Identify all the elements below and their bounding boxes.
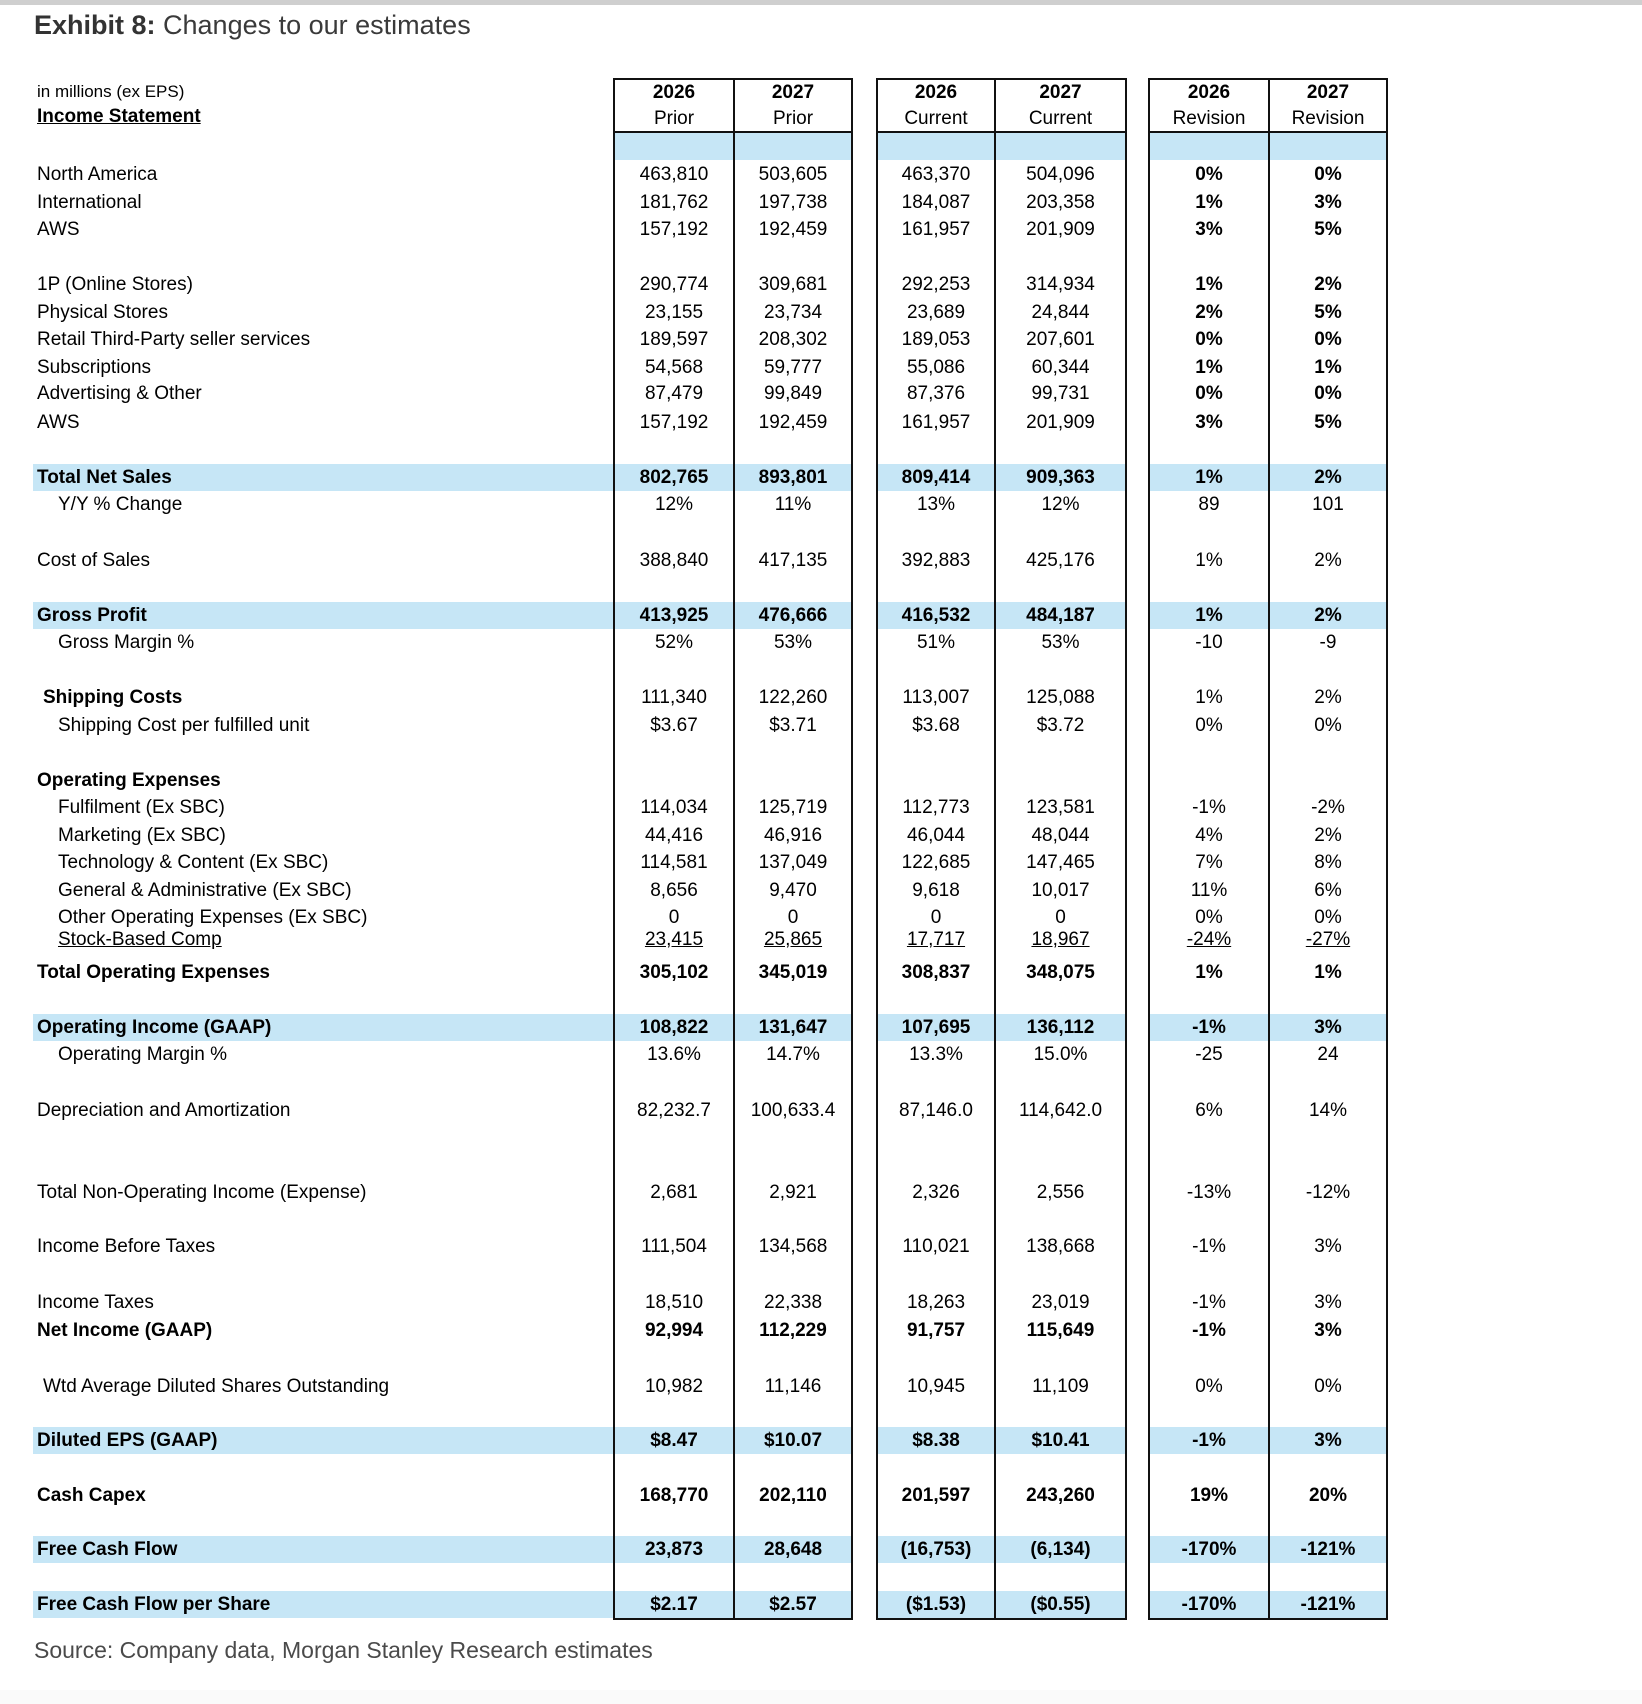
cell-value: 111,340 — [641, 687, 707, 708]
cell-value: 11,146 — [764, 1376, 822, 1397]
cell-value: 1% — [1195, 962, 1223, 983]
column-divider — [1268, 78, 1270, 1620]
cell-value: 13.3% — [909, 1044, 963, 1065]
cell-value: 3% — [1195, 219, 1223, 240]
row-label-text: General & Administrative (Ex SBC) — [58, 880, 352, 901]
cell-value: 53% — [1041, 632, 1080, 653]
cell-value: 13.6% — [647, 1044, 701, 1065]
cell-value: 5% — [1314, 412, 1342, 433]
row-label-text: Wtd Average Diluted Shares Outstanding — [43, 1376, 390, 1397]
cell-value: $10.07 — [763, 1430, 823, 1451]
row-label-text: Operating Income (GAAP) — [37, 1017, 272, 1038]
row-label-text: Total Non-Operating Income (Expense) — [37, 1182, 367, 1203]
cell-value: 1% — [1314, 357, 1342, 378]
cell-value: ($0.55) — [1030, 1594, 1091, 1615]
cell-value: 108,822 — [639, 1017, 709, 1038]
cell-value: 207,601 — [1026, 329, 1095, 350]
row-label-text: Gross Profit — [37, 605, 147, 626]
cell-value: 10,982 — [644, 1376, 704, 1397]
cell-value: 3% — [1314, 1320, 1342, 1341]
cell-value: 0% — [1314, 383, 1342, 404]
row-label — [37, 409, 80, 436]
row-label — [37, 1097, 290, 1124]
row-label — [37, 547, 150, 574]
cell-value: -1% — [1192, 1430, 1226, 1451]
row-label-text: Depreciation and Amortization — [37, 1100, 291, 1121]
exhibit-number: Exhibit 8: — [34, 10, 156, 40]
row-label-text: Shipping Costs — [43, 687, 183, 708]
cell-value: $3.67 — [650, 715, 698, 736]
cell-value: 425,176 — [1026, 550, 1095, 571]
cell-value: 201,597 — [901, 1485, 971, 1506]
cell-value: 192,459 — [758, 412, 828, 433]
cell-value: 112,773 — [902, 797, 970, 818]
row-label-text: Net Income (GAAP) — [37, 1320, 213, 1341]
cell-value: 388,840 — [639, 550, 709, 571]
cell-value: 0% — [1314, 907, 1342, 928]
cell-value: 60,344 — [1031, 357, 1090, 378]
cell-value: 1% — [1195, 605, 1223, 626]
cell-value: 0% — [1314, 329, 1342, 350]
cell-value: 82,232.7 — [637, 1100, 711, 1121]
row-label — [37, 1482, 146, 1509]
cell-value: $3.71 — [769, 715, 817, 736]
row-label — [37, 1317, 212, 1344]
column-divider — [733, 78, 735, 1620]
cell-value: 243,260 — [1026, 1485, 1095, 1506]
cell-value: 184,087 — [901, 192, 971, 213]
cell-value: 2,681 — [650, 1182, 698, 1203]
cell-value: 59,777 — [763, 357, 823, 378]
row-label-text: Shipping Cost per fulfilled unit — [58, 715, 310, 736]
cell-value: 20% — [1308, 1485, 1348, 1506]
cell-value: 157,192 — [639, 219, 709, 240]
cell-value: 9,470 — [769, 880, 817, 901]
cell-value: -13% — [1186, 1182, 1232, 1203]
cell-value: 2% — [1314, 274, 1342, 295]
row-label — [58, 849, 328, 876]
cell-value: 18,510 — [644, 1292, 704, 1313]
cell-value: 131,647 — [758, 1017, 828, 1038]
row-label — [37, 354, 151, 381]
cell-value: 2,326 — [912, 1182, 960, 1203]
cell-value: ($1.53) — [905, 1594, 967, 1615]
cell-value: 157,192 — [639, 412, 709, 433]
cell-value: $8.47 — [650, 1430, 698, 1451]
cell-value: 18,967 — [1031, 929, 1090, 950]
row-label — [58, 822, 226, 849]
cell-value: 3% — [1195, 412, 1223, 433]
row-label — [37, 380, 202, 407]
row-label — [37, 959, 270, 986]
row-label-text: Operating Expenses — [37, 770, 221, 791]
cell-value: 114,581 — [640, 852, 708, 873]
cell-value: 309,681 — [758, 274, 828, 295]
cell-value: 305,102 — [639, 962, 709, 983]
cell-value: 168,770 — [639, 1485, 709, 1506]
cell-value: 0 — [1055, 907, 1066, 928]
cell-value: 0% — [1195, 715, 1223, 736]
cell-value: 8% — [1314, 852, 1342, 873]
row-label — [37, 1233, 215, 1260]
cell-value: 1% — [1195, 274, 1223, 295]
cell-value: 23,873 — [644, 1539, 704, 1560]
cell-value: 101 — [1312, 494, 1344, 515]
cell-value: 3% — [1314, 1430, 1342, 1451]
cell-value: 1% — [1195, 192, 1223, 213]
cell-value: 125,088 — [1026, 687, 1095, 708]
cell-value: 290,774 — [639, 274, 709, 295]
cell-value: 2,921 — [769, 1182, 817, 1203]
row-label-text: Cash Capex — [37, 1485, 146, 1506]
cell-value: -1% — [1192, 1292, 1226, 1313]
cell-value: 125,719 — [758, 797, 828, 818]
row-label-text: Advertising & Other — [37, 383, 202, 404]
cell-value: 1% — [1195, 687, 1223, 708]
cell-value: (16,753) — [900, 1539, 972, 1560]
cell-value: 8,656 — [650, 880, 698, 901]
column-header: 2027 Current — [1028, 82, 1093, 129]
cell-value: 1% — [1195, 357, 1223, 378]
cell-value: 110,021 — [902, 1236, 970, 1257]
row-label-text: North America — [37, 164, 158, 185]
cell-value: 7% — [1195, 852, 1223, 873]
row-label-text: AWS — [37, 412, 80, 433]
cell-value: 87,479 — [644, 383, 704, 404]
column-header: 2026 Prior — [652, 82, 696, 129]
top-divider — [0, 0, 1642, 5]
row-label-text: Gross Margin % — [58, 632, 195, 653]
cell-value: $10.41 — [1031, 1430, 1090, 1451]
cell-value: 202,110 — [759, 1485, 827, 1506]
cell-value: 197,738 — [758, 192, 828, 213]
cell-value: 15.0% — [1033, 1044, 1088, 1065]
cell-value: 1% — [1195, 550, 1223, 571]
cell-value: (6,134) — [1030, 1539, 1091, 1560]
row-label — [37, 767, 221, 794]
row-label-text: Income Taxes — [37, 1292, 154, 1313]
cell-value: $8.38 — [912, 1430, 960, 1451]
cell-value: 10,017 — [1031, 880, 1090, 901]
row-label — [37, 602, 147, 629]
exhibit-caption: Changes to our estimates — [163, 10, 471, 40]
cell-value: 348,075 — [1026, 962, 1095, 983]
cell-value: -27% — [1305, 929, 1351, 950]
cell-value: 28,648 — [763, 1539, 823, 1560]
cell-value: 392,883 — [901, 550, 971, 571]
cell-value: $3.72 — [1036, 715, 1085, 736]
cell-value: 13% — [916, 494, 956, 515]
column-header: 2026 Revision — [1172, 82, 1246, 129]
cell-value: 99,731 — [1031, 383, 1090, 404]
cell-value: 417,135 — [758, 550, 828, 571]
cell-value: 203,358 — [1026, 192, 1095, 213]
cell-value: 114,642.0 — [1018, 1100, 1103, 1121]
column-divider — [994, 78, 996, 1620]
cell-value: 23,155 — [644, 302, 704, 323]
page-footer-background — [0, 1690, 1642, 1704]
cell-value: 10,945 — [906, 1376, 966, 1397]
cell-value: 504,096 — [1026, 164, 1095, 185]
cell-value: 51% — [916, 632, 956, 653]
row-label-text: Other Operating Expenses (Ex SBC) — [58, 907, 368, 928]
cell-value: 0 — [930, 907, 942, 928]
cell-value: 122,685 — [901, 852, 971, 873]
cell-value: 5% — [1314, 302, 1342, 323]
cell-value: 17,717 — [906, 929, 966, 950]
cell-value: 18,263 — [906, 1292, 966, 1313]
cell-value: 413,925 — [639, 605, 709, 626]
cell-value: 161,957 — [901, 219, 971, 240]
exhibit-title — [34, 10, 471, 41]
row-label-text: AWS — [37, 219, 80, 240]
row-label-text: Operating Margin % — [58, 1044, 227, 1065]
cell-value: 46,044 — [906, 825, 966, 846]
cell-value: 19% — [1189, 1485, 1229, 1506]
row-label-text: Fulfilment (Ex SBC) — [58, 797, 225, 818]
units-note: in millions (ex EPS) — [37, 82, 185, 101]
source-note: Source: Company data, Morgan Stanley Research estimates — [34, 1637, 653, 1663]
cell-value: 189,597 — [639, 329, 709, 350]
cell-value: 3% — [1314, 192, 1342, 213]
cell-value: -25 — [1195, 1044, 1223, 1065]
cell-value: -170% — [1181, 1594, 1237, 1615]
row-label-text: Marketing (Ex SBC) — [58, 825, 226, 846]
cell-value: 134,568 — [758, 1236, 828, 1257]
cell-value: 345,019 — [758, 962, 828, 983]
cell-value: 23,734 — [763, 302, 823, 323]
row-label — [37, 1289, 154, 1316]
row-label — [37, 189, 142, 216]
cell-value: 308,837 — [901, 962, 971, 983]
cell-value: 99,849 — [763, 383, 823, 404]
row-label-text: Retail Third-Party seller services — [37, 329, 311, 350]
row-label-text: Technology & Content (Ex SBC) — [58, 852, 329, 873]
row-label — [37, 1179, 367, 1206]
cell-value: 0% — [1314, 164, 1342, 185]
cell-value: 0% — [1195, 329, 1223, 350]
cell-value: 192,459 — [758, 219, 828, 240]
cell-value: 53% — [773, 632, 813, 653]
cell-value: 6% — [1314, 880, 1342, 901]
cell-value: 136,112 — [1026, 1017, 1095, 1038]
cell-value: 2% — [1314, 550, 1342, 571]
row-label — [37, 271, 193, 298]
cell-value: 292,253 — [901, 274, 971, 295]
cell-value: 809,414 — [901, 467, 971, 488]
cell-value: 9,618 — [912, 880, 960, 901]
cell-value: 122,260 — [758, 687, 828, 708]
cell-value: 189,053 — [901, 329, 971, 350]
row-label-text: 1P (Online Stores) — [37, 274, 193, 295]
cell-value: 11% — [774, 494, 812, 515]
cell-value: -9 — [1319, 632, 1337, 653]
cell-value: -1% — [1192, 1236, 1226, 1257]
column-header: 2026 Current — [904, 82, 968, 129]
cell-value: -1% — [1192, 797, 1226, 818]
cell-value: 23,019 — [1031, 1292, 1090, 1313]
row-label — [58, 712, 309, 739]
cell-value: 114,034 — [640, 797, 708, 818]
cell-value: 22,338 — [763, 1292, 823, 1313]
row-label — [43, 1373, 389, 1400]
row-label — [37, 1591, 270, 1618]
row-label — [37, 464, 172, 491]
column-header: 2027 Revision — [1291, 82, 1365, 129]
cell-value: 138,668 — [1026, 1236, 1095, 1257]
cell-value: 112,229 — [759, 1320, 827, 1341]
row-label-text: Diluted EPS (GAAP) — [37, 1430, 218, 1451]
cell-value: -24% — [1186, 929, 1232, 950]
cell-value: -2% — [1311, 797, 1345, 818]
row-label-text: Total Net Sales — [37, 467, 172, 488]
cell-value: 100,633.4 — [750, 1100, 836, 1121]
cell-value: 1% — [1314, 962, 1342, 983]
cell-value: 91,757 — [906, 1320, 966, 1341]
row-label — [37, 216, 80, 243]
row-label — [58, 877, 352, 904]
cell-value: 0 — [668, 907, 680, 928]
cell-value: 11% — [1190, 880, 1228, 901]
cell-value: 44,416 — [644, 825, 704, 846]
row-label-text: Y/Y % Change — [58, 494, 183, 515]
cell-value: 0% — [1195, 164, 1223, 185]
row-label — [37, 326, 310, 353]
row-label — [58, 1041, 227, 1068]
row-label — [37, 1536, 177, 1563]
cell-value: 0% — [1314, 1376, 1342, 1397]
cell-value: 2% — [1195, 302, 1223, 323]
cell-value: 5% — [1314, 219, 1342, 240]
cell-value: 48,044 — [1031, 825, 1090, 846]
cell-value: 909,363 — [1026, 467, 1095, 488]
column-header: 2027 Prior — [771, 82, 815, 129]
cell-value: 23,415 — [644, 929, 704, 950]
cell-value: 12% — [654, 494, 694, 515]
cell-value: 24,844 — [1031, 302, 1090, 323]
cell-value: 115,649 — [1026, 1320, 1095, 1341]
cell-value: -10 — [1195, 632, 1223, 653]
cell-value: 46,916 — [763, 825, 823, 846]
current-column-group — [876, 78, 1127, 1620]
row-label-text: Free Cash Flow — [37, 1539, 178, 1560]
cell-value: 201,909 — [1026, 412, 1095, 433]
row-label — [37, 161, 157, 188]
row-label — [37, 1427, 218, 1454]
cell-value: 87,376 — [906, 383, 966, 404]
cell-value: 87,146.0 — [899, 1100, 973, 1121]
row-label-text: Cost of Sales — [37, 550, 150, 571]
cell-value: 503,605 — [758, 164, 828, 185]
cell-value: 23,689 — [906, 302, 966, 323]
row-label — [58, 629, 194, 656]
cell-value: -1% — [1192, 1320, 1226, 1341]
cell-value: 92,994 — [644, 1320, 704, 1341]
cell-value: 3% — [1314, 1236, 1342, 1257]
cell-value: 3% — [1314, 1017, 1342, 1038]
cell-value: 484,187 — [1026, 605, 1095, 626]
cell-value: 24 — [1317, 1044, 1339, 1065]
cell-value: $2.57 — [769, 1594, 817, 1615]
cell-value: 2% — [1314, 605, 1342, 626]
cell-value: 181,762 — [639, 192, 709, 213]
cell-value: $2.17 — [650, 1594, 698, 1615]
row-label-text: Physical Stores — [37, 302, 168, 323]
cell-value: 208,302 — [758, 329, 828, 350]
row-label — [58, 926, 222, 953]
row-label — [58, 491, 182, 518]
cell-value: 52% — [654, 632, 694, 653]
cell-value: 6% — [1195, 1100, 1223, 1121]
row-label-text: Stock-Based Comp — [58, 929, 222, 950]
cell-value: 2,556 — [1036, 1182, 1085, 1203]
cell-value: 123,581 — [1026, 797, 1095, 818]
cell-value: 14.7% — [766, 1044, 820, 1065]
cell-value: 4% — [1195, 825, 1223, 846]
cell-value: -121% — [1300, 1594, 1356, 1615]
cell-value: -121% — [1300, 1539, 1356, 1560]
cell-value: -170% — [1181, 1539, 1237, 1560]
row-label-text: Subscriptions — [37, 357, 152, 378]
row-label-text: Free Cash Flow per Share — [37, 1594, 271, 1615]
cell-value: 12% — [1041, 494, 1080, 515]
cell-value: 107,695 — [901, 1017, 971, 1038]
cell-value: 0% — [1314, 715, 1342, 736]
cell-value: 137,049 — [758, 852, 828, 873]
row-label — [58, 794, 225, 821]
cell-value: 89 — [1198, 494, 1220, 515]
cell-value: 161,957 — [901, 412, 971, 433]
cell-value: 1% — [1195, 467, 1223, 488]
cell-value: 893,801 — [758, 467, 828, 488]
cell-value: 25,865 — [763, 929, 823, 950]
cell-value: $3.68 — [912, 715, 960, 736]
cell-value: 0% — [1195, 1376, 1223, 1397]
cell-value: 2% — [1314, 687, 1342, 708]
cell-value: 463,810 — [639, 164, 709, 185]
section-heading: Income Statement — [37, 106, 201, 127]
cell-value: 2% — [1314, 825, 1342, 846]
row-label-text: International — [37, 192, 142, 213]
cell-value: 111,504 — [641, 1236, 707, 1257]
cell-value: 0% — [1195, 383, 1223, 404]
cell-value: 476,666 — [758, 605, 828, 626]
cell-value: 0% — [1195, 907, 1223, 928]
cell-value: 0 — [787, 907, 799, 928]
cell-value: 54,568 — [644, 357, 704, 378]
cell-value: 463,370 — [901, 164, 971, 185]
cell-value: 3% — [1314, 1292, 1342, 1313]
cell-value: 2% — [1314, 467, 1342, 488]
cell-value: 802,765 — [639, 467, 709, 488]
row-label — [37, 299, 168, 326]
cell-value: 113,007 — [902, 687, 970, 708]
row-label — [43, 684, 182, 711]
cell-value: 14% — [1308, 1100, 1348, 1121]
cell-value: 416,532 — [901, 605, 971, 626]
cell-value: 147,465 — [1026, 852, 1095, 873]
cell-value: 11,109 — [1032, 1376, 1089, 1397]
row-label-text: Income Before Taxes — [37, 1236, 216, 1257]
cell-value: -1% — [1192, 1017, 1226, 1038]
row-label — [37, 1014, 271, 1041]
cell-value: -12% — [1305, 1182, 1351, 1203]
cell-value: 55,086 — [906, 357, 966, 378]
cell-value: 201,909 — [1026, 219, 1095, 240]
row-label-text: Total Operating Expenses — [37, 962, 270, 983]
cell-value: 314,934 — [1026, 274, 1095, 295]
